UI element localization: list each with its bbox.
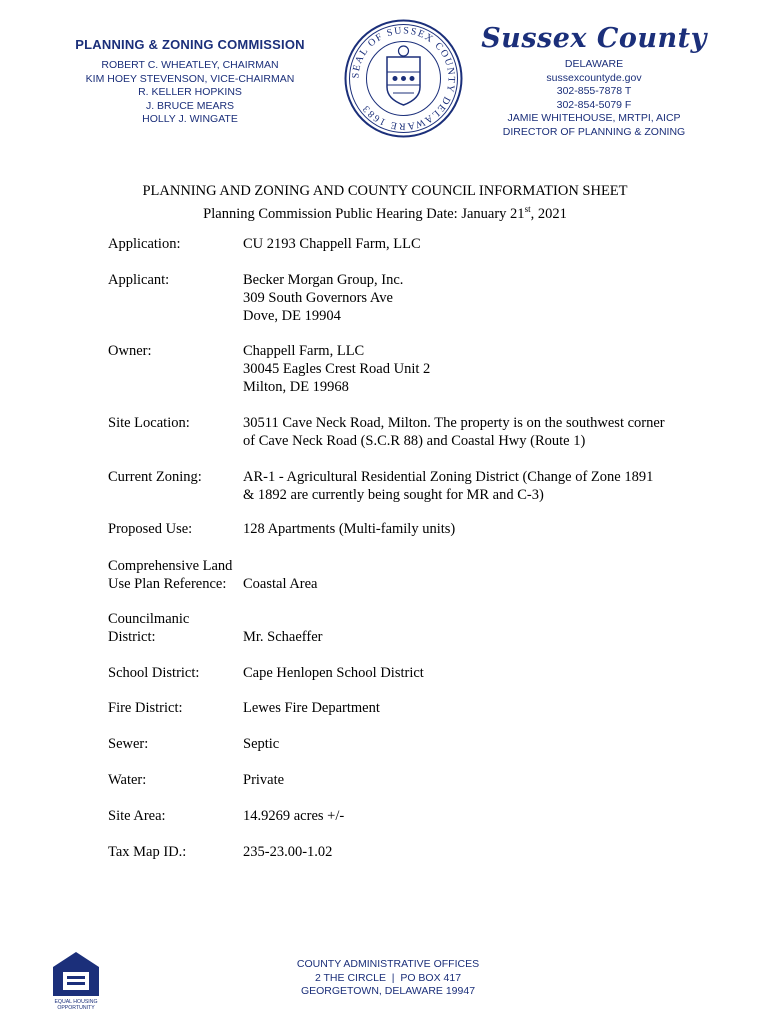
field-label — [108, 557, 243, 593]
member-5: HOLLY J. WINGATE — [142, 113, 238, 125]
applicant-line: 309 South Governors Ave — [243, 290, 393, 306]
phone-number: 302-855-7878 T — [556, 85, 632, 97]
field-label: Water: — [108, 772, 147, 788]
field-label: Site Area: — [108, 808, 166, 824]
sheet-title-block — [0, 182, 770, 223]
site-location-line: 30511 Cave Neck Road, Milton. The property is on the southwest corner — [243, 415, 665, 431]
field-label: Site Location: — [108, 415, 190, 431]
field-value: 128 Apartments (Multi-family units) — [243, 521, 456, 537]
county-block — [466, 22, 722, 139]
owner-line: Milton, DE 19968 — [243, 379, 349, 395]
director-name: JAMIE WHITEHOUSE, MRTPI, AICP — [507, 112, 681, 124]
member-4: J. BRUCE MEARS — [145, 99, 235, 112]
footer-address — [270, 958, 506, 999]
address-line: GEORGETOWN, DELAWARE 19947 — [300, 985, 476, 997]
member-vice-chairman: KIM HOEY STEVENSON, VICE-CHAIRMAN — [85, 72, 295, 85]
field-value: Lewes Fire Department — [243, 700, 380, 716]
field-label: Owner: — [108, 343, 152, 359]
field-value: 235-23.00-1.02 — [243, 844, 333, 860]
commission-title: PLANNING & ZONING COMMISSION — [75, 37, 305, 52]
field-value: 14.9269 acres +/- — [243, 808, 345, 824]
address-line: 2 THE CIRCLE | PO BOX 417 — [314, 971, 462, 984]
applicant-line: Dove, DE 19904 — [243, 308, 341, 324]
website-link[interactable]: sussexcountyde.gov — [546, 71, 642, 84]
hearing-date-prefix: Planning Commission Public Hearing Date: January 21 — [203, 205, 525, 222]
sheet-title: PLANNING AND ZONING AND COUNTY COUNCIL INFORMATION SHEET — [142, 183, 628, 199]
hearing-date-sup: st — [524, 204, 531, 214]
fax-number: 302-854-5079 F — [556, 98, 632, 111]
site-location-line: of Cave Neck Road (S.C.R 88) and Coastal Hwy (Route 1) — [243, 433, 586, 449]
field-value — [243, 468, 693, 504]
hearing-date — [0, 200, 770, 223]
field-value: Mr. Schaeffer — [243, 629, 323, 645]
seal-text: SEAL OF SUSSEX COUNTY DELAWARE 1683 — [350, 25, 457, 132]
logo-text-line: OPPORTUNITY — [57, 1005, 95, 1011]
field-label: Sewer: — [108, 736, 149, 752]
label-line: Comprehensive Land — [108, 558, 233, 574]
hearing-date-suffix: , 2021 — [530, 205, 567, 222]
owner-line: 30045 Eagles Crest Road Unit 2 — [243, 361, 431, 377]
field-label: Tax Map ID.: — [108, 844, 187, 860]
label-line: District: — [108, 629, 156, 645]
state-label: DELAWARE — [564, 58, 624, 70]
label-line: Use Plan Reference: — [108, 576, 227, 592]
logo-text-line: EQUAL HOUSING — [54, 999, 98, 1005]
county-name: Sussex County — [481, 23, 707, 54]
applicant-line: Becker Morgan Group, Inc. — [243, 272, 404, 288]
zoning-line: & 1892 are currently being sought for MR and C-3) — [243, 487, 544, 503]
address-line: COUNTY ADMINISTRATIVE OFFICES — [296, 958, 480, 970]
field-label: Current Zoning: — [108, 469, 202, 485]
field-label — [108, 610, 243, 646]
field-value: CU 2193 Chappell Farm, LLC — [243, 236, 421, 252]
director-title: DIRECTOR OF PLANNING & ZONING — [502, 125, 686, 138]
field-value: Cape Henlopen School District — [243, 665, 424, 681]
field-label: Fire District: — [108, 700, 183, 716]
field-label: Application: — [108, 236, 181, 252]
equal-housing-opportunity-icon — [50, 950, 102, 1012]
label-line: Councilmanic — [108, 611, 190, 627]
field-label: Applicant: — [108, 272, 170, 288]
county-seal-icon — [343, 17, 464, 140]
member-chairman: ROBERT C. WHEATLEY, CHAIRMAN — [101, 59, 279, 71]
member-3: R. KELLER HOPKINS — [138, 86, 242, 98]
owner-line: Chappell Farm, LLC — [243, 343, 365, 359]
field-value: Private — [243, 772, 285, 788]
field-label: Proposed Use: — [108, 521, 193, 537]
commission-block — [60, 37, 320, 127]
zoning-line: AR-1 - Agricultural Residential Zoning District (Change of Zone 1891 — [243, 469, 654, 485]
field-value — [243, 414, 693, 450]
field-value: Septic — [243, 736, 280, 752]
field-value — [243, 342, 693, 396]
field-value: Coastal Area — [243, 576, 318, 592]
field-value — [243, 271, 693, 325]
field-label: School District: — [108, 665, 200, 681]
